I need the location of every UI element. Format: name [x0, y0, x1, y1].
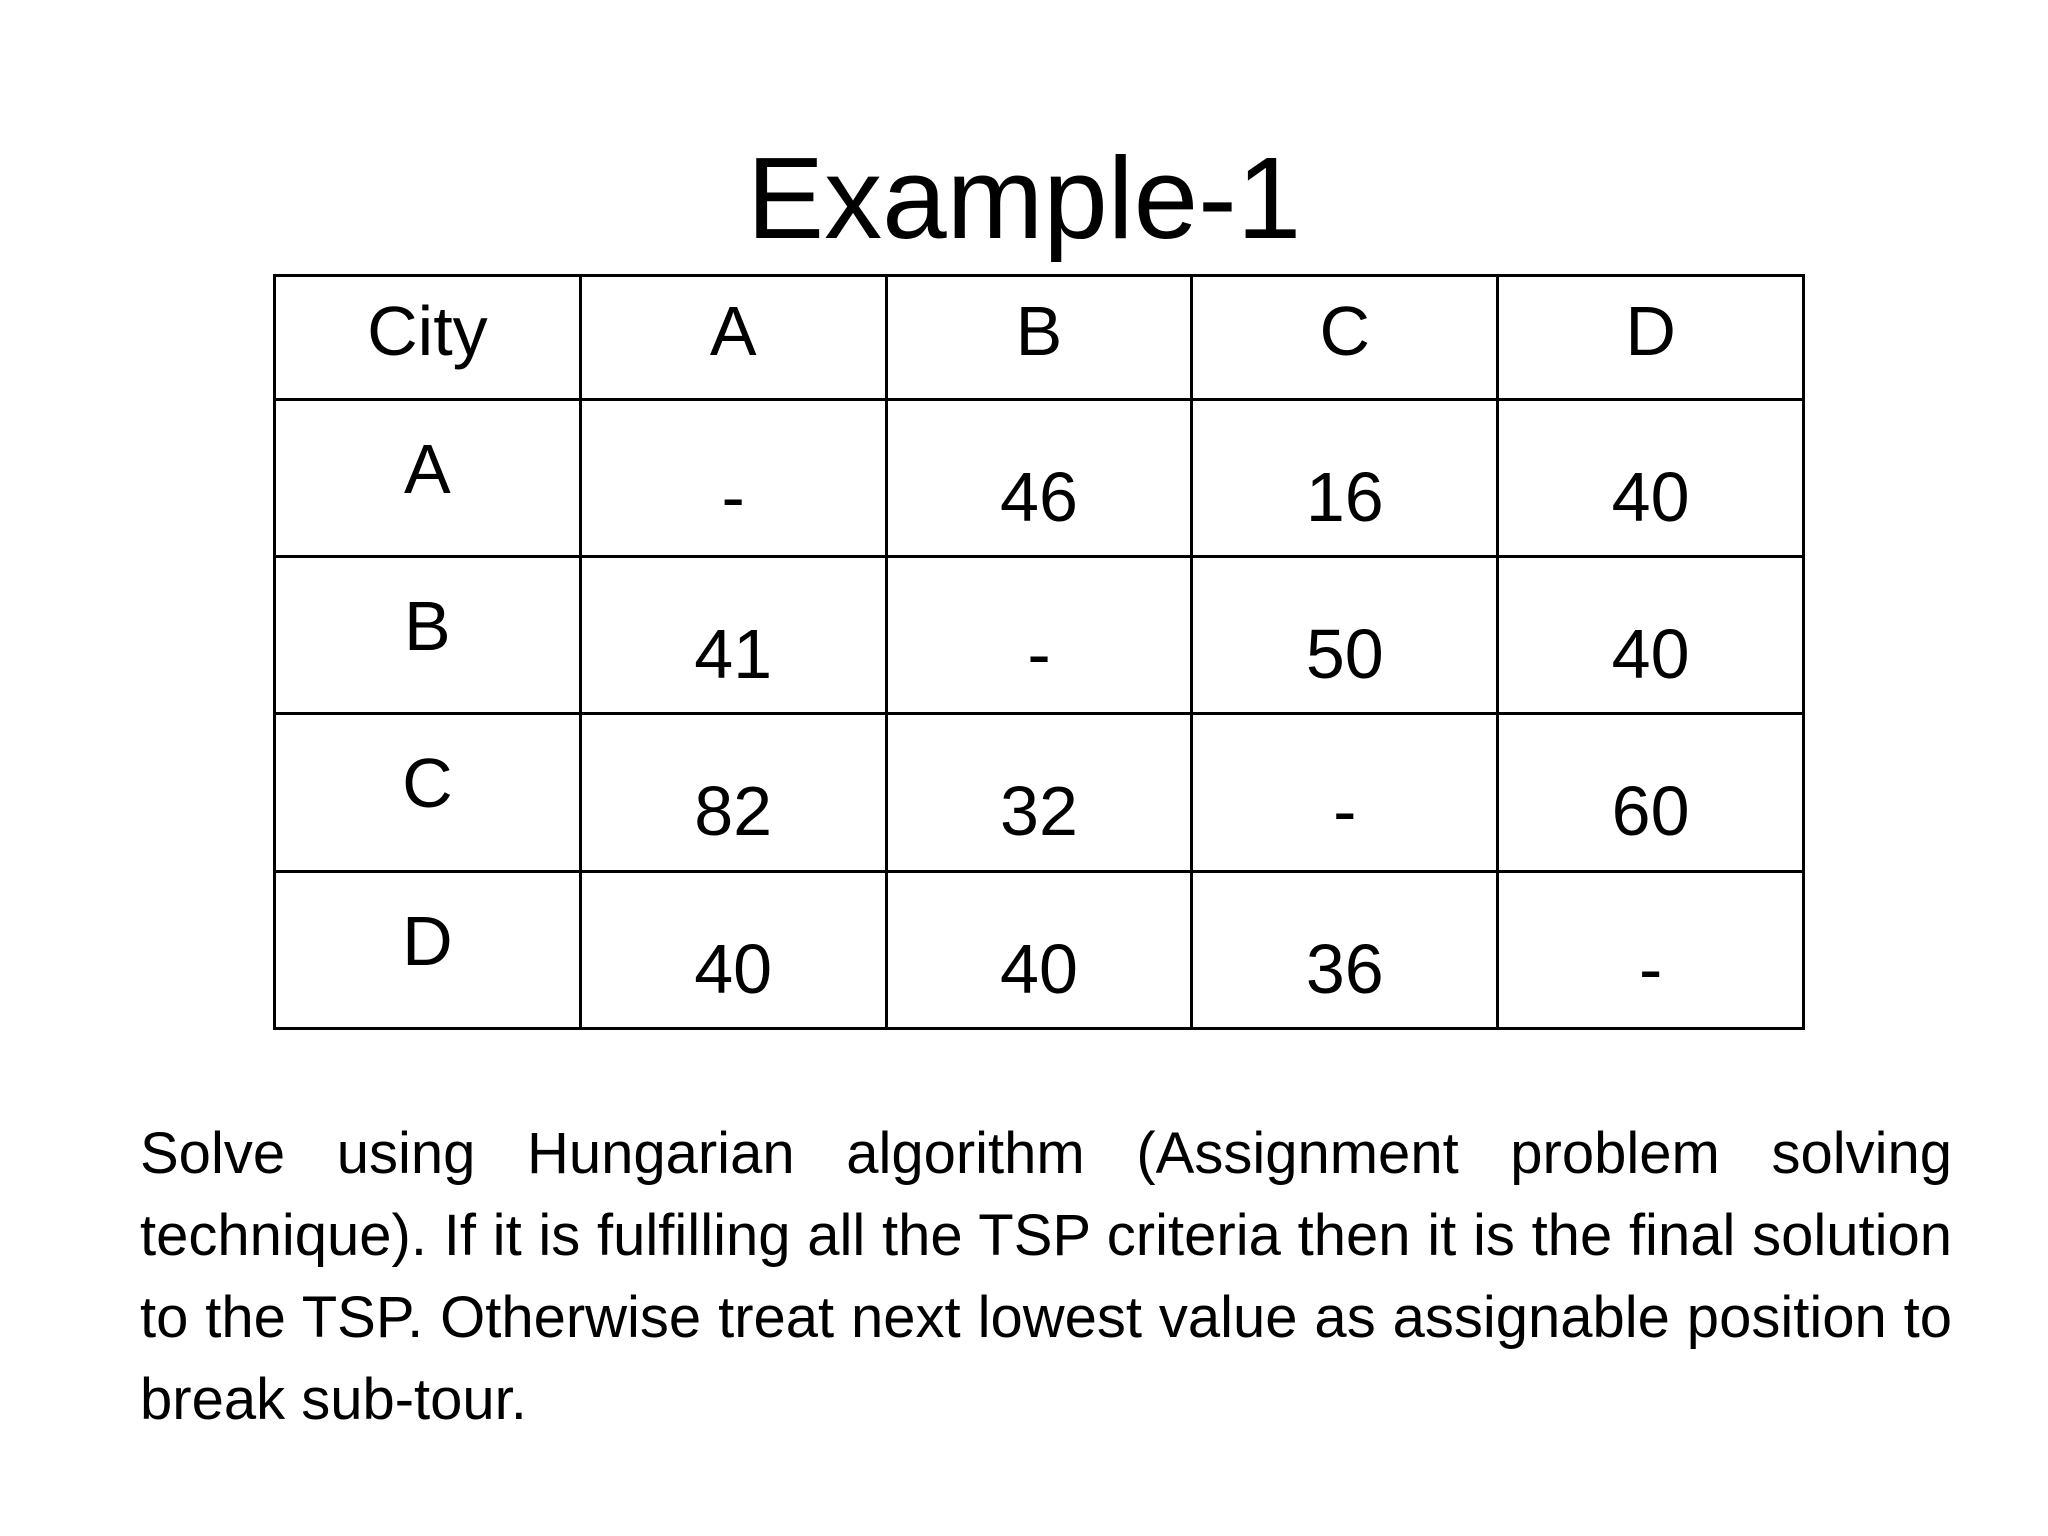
table-row	[275, 871, 1804, 1028]
table-cell: 82	[580, 714, 886, 871]
table-cell: 50	[1192, 556, 1498, 713]
distance-table	[273, 274, 1805, 1030]
row-label: A	[275, 399, 581, 556]
table-row	[275, 714, 1804, 871]
table-cell: -	[1192, 714, 1498, 871]
table-cell: 40	[1498, 399, 1804, 556]
table-cell: 60	[1498, 714, 1804, 871]
table-cell: -	[580, 399, 886, 556]
table-cell: 40	[580, 871, 886, 1028]
table-cell: 46	[886, 399, 1192, 556]
header-b: B	[886, 276, 1192, 400]
table-row	[275, 399, 1804, 556]
header-c: C	[1192, 276, 1498, 400]
header-d: D	[1498, 276, 1804, 400]
row-label: B	[275, 556, 581, 713]
table-cell: -	[886, 556, 1192, 713]
table-cell: 16	[1192, 399, 1498, 556]
header-a: A	[580, 276, 886, 400]
table-cell: -	[1498, 871, 1804, 1028]
row-label: D	[275, 871, 581, 1028]
table-cell: 36	[1192, 871, 1498, 1028]
row-label: C	[275, 714, 581, 871]
header-city: City	[275, 276, 581, 400]
table-row	[275, 556, 1804, 713]
table-cell: 40	[1498, 556, 1804, 713]
table-header-row	[275, 276, 1804, 400]
table-cell: 41	[580, 556, 886, 713]
table-cell: 40	[886, 871, 1192, 1028]
slide-title: Example-1	[746, 133, 1302, 263]
instructions-text: Solve using Hungarian algorithm (Assignment problem solving technique). If it is fulfilling all the TSP criteria then it is the final solution to the TSP. Otherwise treat next lowest value as assignable position to break sub-tour.	[140, 1121, 1952, 1432]
table-cell: 32	[886, 714, 1192, 871]
